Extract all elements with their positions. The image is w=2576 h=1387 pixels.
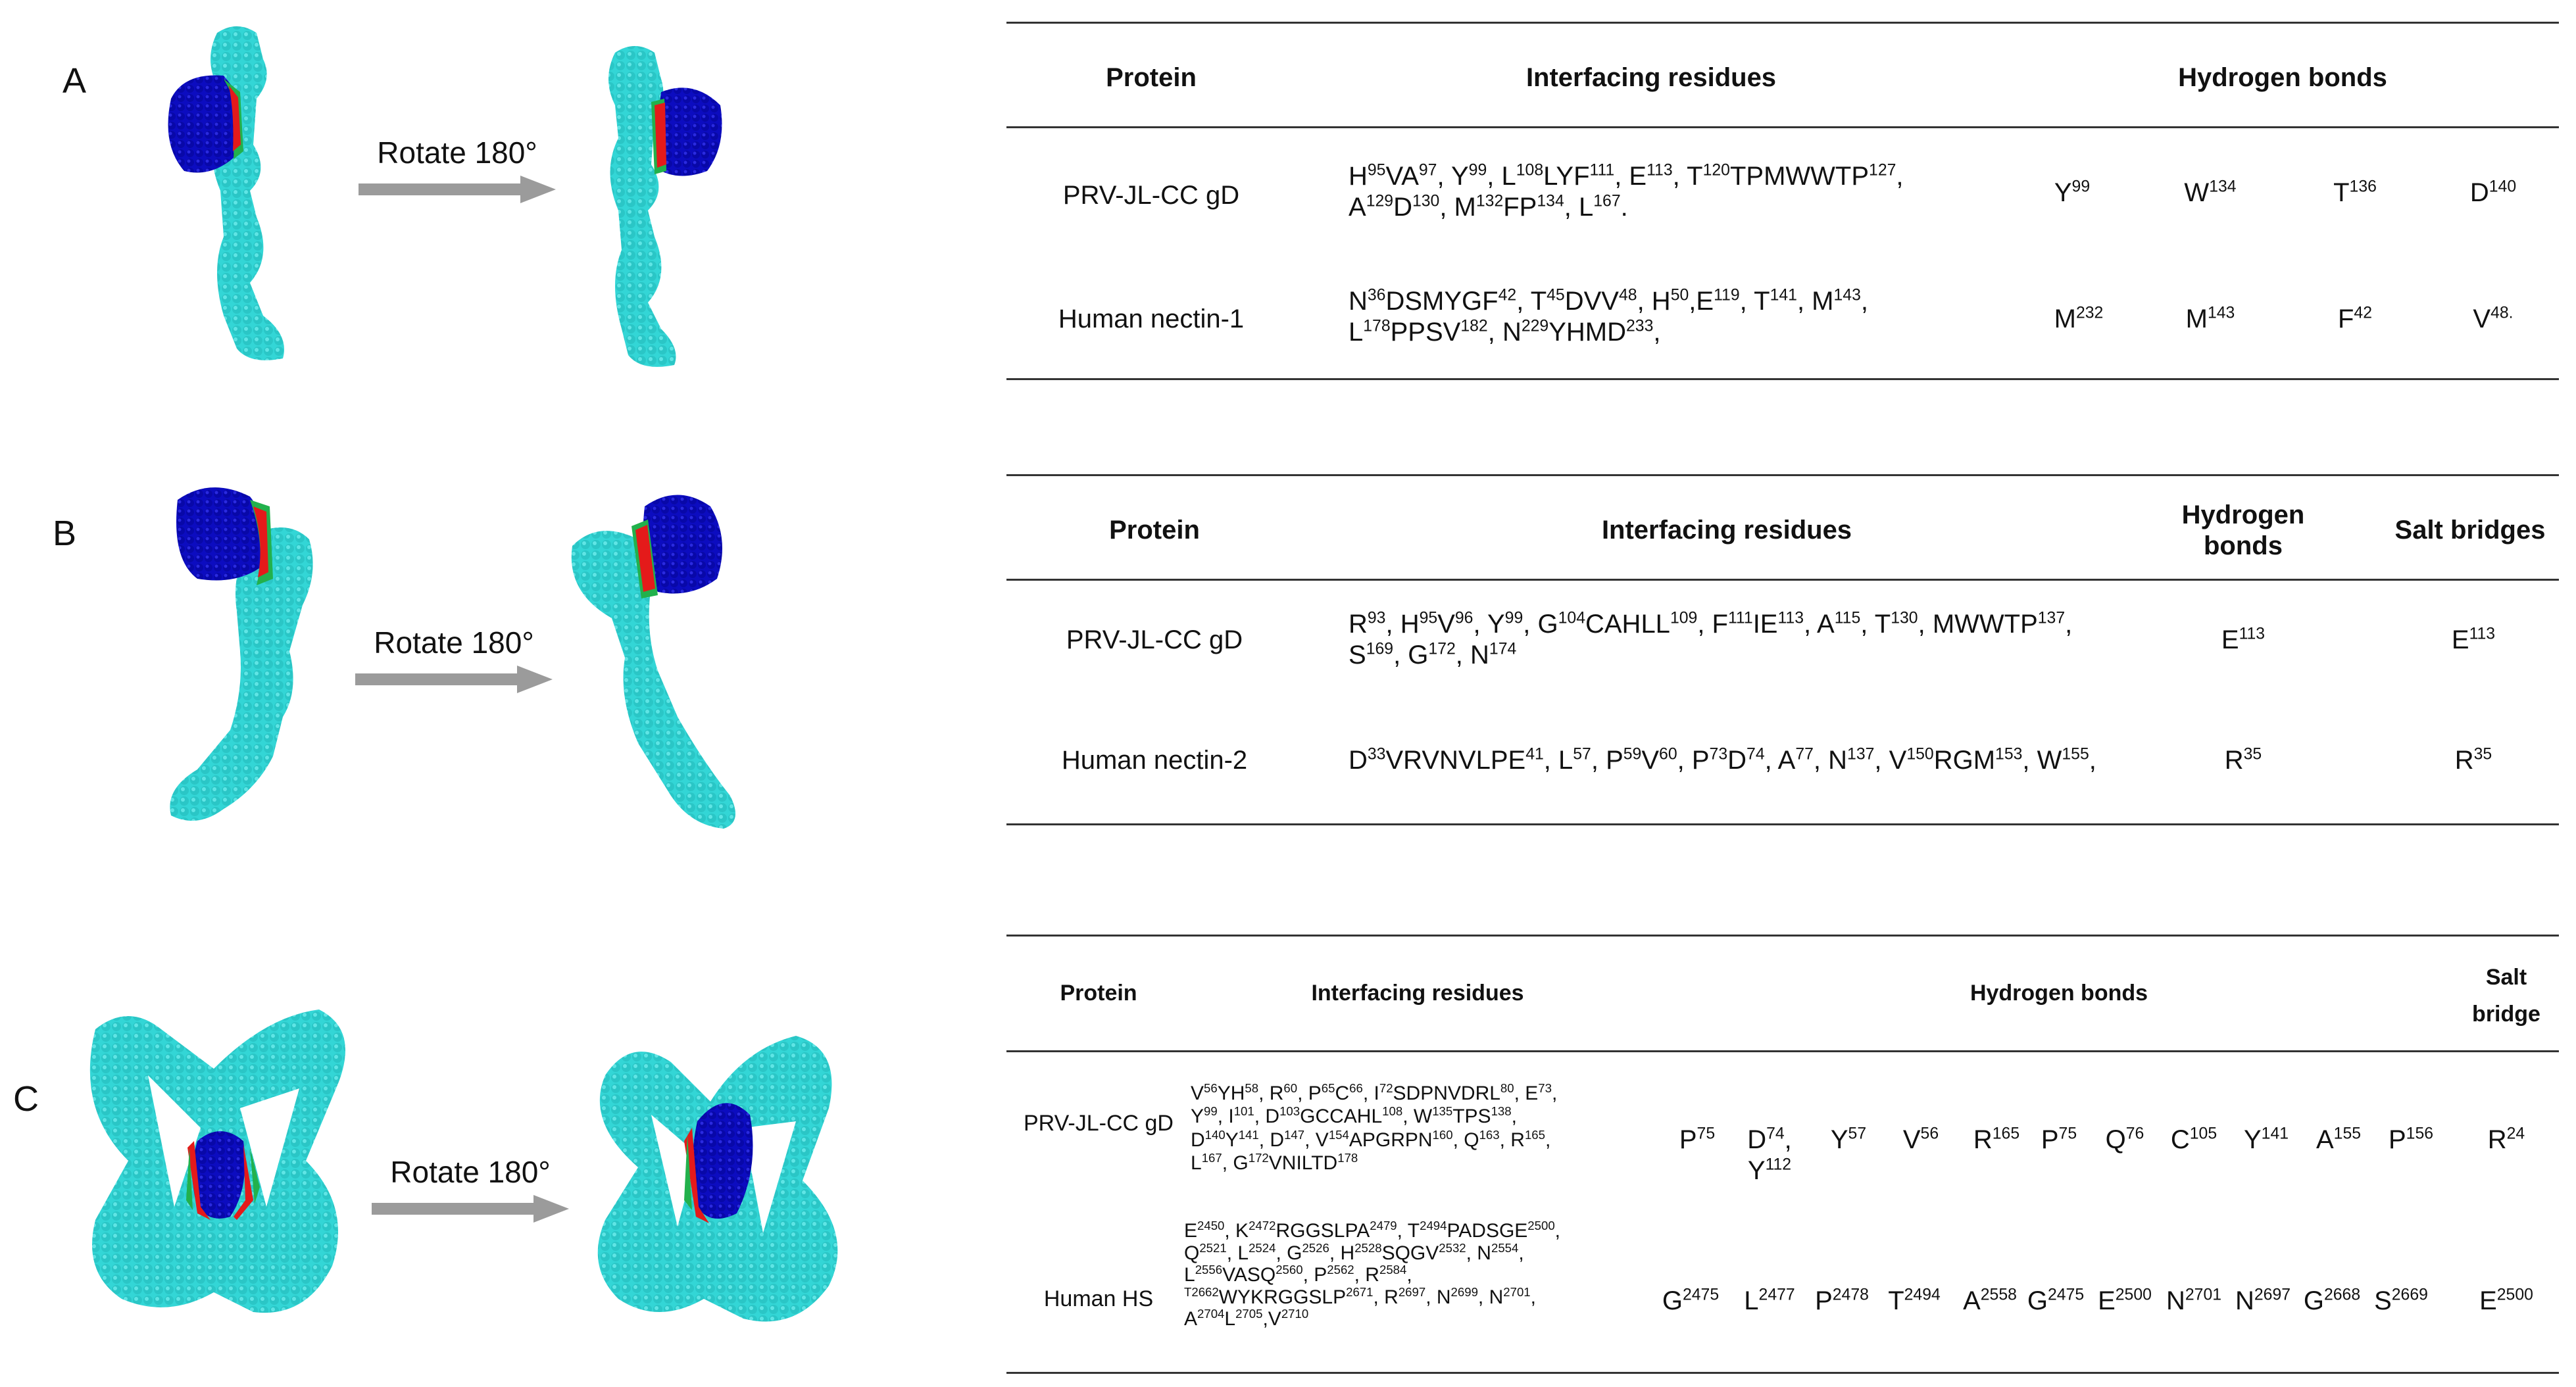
table-c-row2-hbond: $S^{2669}$ bbox=[2374, 1286, 2428, 1315]
table-b-row1-residues: $R^{93}$, $H^{95}V^{96}$, $Y^{99}$, $G^{104}CAHLL^{109}$, $F^{111}IE^{113}$, $A^{115}$, $T^{130}$, MWWTP$^{137}$, $S^{169}$, $G^{172}$, $N^{174}$ bbox=[1349, 609, 2073, 670]
table-c-row2-residues: $E^{2450}$, $K^{2472}RGGSLPA^{2479}$, $T^{2494}PADSGE^{2500}$, $Q^{2521}$, $L^{2524}$, $G^{2526}$, $H^{2528}SQGV^{2532}$, $N^{2554}$, $L^{2556}VASQ^{2560}$, $P^{2562}$, $R^{2584}$, $^{T2662}WYKRGGSLP^{2671}$, $R^{2697}$, $N^{2699}$, $N^{2701}$, $A^{2704}L^{2705},V^{2710}$ bbox=[1184, 1219, 1561, 1330]
table-c-header-protein: Protein bbox=[1060, 981, 1137, 1006]
table-c-row2-hbond: $N^{2701}$ bbox=[2166, 1286, 2222, 1315]
table-c-row1-salt: $R^{24}$ bbox=[2487, 1125, 2525, 1154]
table-b-row1-protein: PRV-JL-CC gD bbox=[1066, 625, 1243, 654]
table-c-row2-hbond: $G^{2475}$ bbox=[1662, 1286, 1720, 1315]
table-c-row2-hbond: $G^{2475}$ bbox=[2027, 1286, 2085, 1315]
table-c-row2-hbond: $G^{2668}$ bbox=[2303, 1286, 2361, 1315]
table-c-row2-protein: Human HS bbox=[1043, 1286, 1154, 1311]
rotate-label: Rotate 180° bbox=[390, 1155, 551, 1189]
table-b-row1-salt: $E^{113}$ bbox=[2451, 625, 2496, 654]
table-c-header-residues: Interfacing residues bbox=[1311, 981, 1524, 1006]
table-c-row2-salt: $E^{2500}$ bbox=[2479, 1286, 2533, 1315]
table-b-row1-hbond: $E^{113}$ bbox=[2221, 625, 2266, 654]
panel-c-rotate-arrow bbox=[372, 1154, 569, 1219]
table-c-row1-hbond: $D^{74}$, $Y^{112}$ bbox=[1747, 1125, 1792, 1186]
table-c-row1-hbond: $A^{155}$ bbox=[2316, 1125, 2362, 1154]
table-b-row2-residues: $D^{33}VRVNVLPE^{41}$, $L^{57}$, $P^{59}V^{60}$, $P^{73}D^{74}$, $A^{77}$, $N^{137}$, $V^{150}RGM^{153}$, $W^{155}$, bbox=[1349, 745, 2096, 775]
panel-a-rotate-arrow bbox=[359, 135, 556, 199]
table-a-row2-hbond: $M^{143}$ bbox=[2185, 304, 2235, 333]
panel-b-complex-back bbox=[559, 487, 756, 835]
table-a-row2-protein: Human nectin-1 bbox=[1058, 304, 1245, 333]
panel-b-letter: B bbox=[53, 514, 77, 553]
rotate-label: Rotate 180° bbox=[374, 625, 534, 660]
table-c-row2-hbond: $N^{2697}$ bbox=[2235, 1286, 2291, 1315]
table-a-row1-hbond: $D^{140}$ bbox=[2469, 178, 2517, 207]
table-a-row2-residues: $N^{36}DSMYGF^{42}$, $T^{45}DVV^{48}$, $H^{50},E^{119}$, $T^{141}$, $M^{143}$, $L^{178}PPSV^{182}$, $N^{229}YHMD^{233}$, bbox=[1349, 286, 1868, 347]
panel-b-rotate-arrow bbox=[355, 625, 553, 689]
table-c-header-hbonds: Hydrogen bonds bbox=[1969, 981, 2148, 1006]
panel-c-complex-back bbox=[579, 1010, 868, 1338]
table-a-row2-hbond: $M^{232}$ bbox=[2054, 304, 2104, 333]
table-c-row2-hbond: $P^{2478}$ bbox=[1815, 1286, 1869, 1315]
table-a-row1-protein: PRV-JL-CC gD bbox=[1062, 181, 1240, 210]
table-c-row2-hbond: $E^{2500}$ bbox=[2098, 1286, 2152, 1315]
table-c-row1-hbond: $P^{75}$ bbox=[2041, 1125, 2077, 1154]
table-c-row2-hbond: $T^{2494}$ bbox=[1888, 1286, 1941, 1315]
table-c-row1-hbond: $P^{75}$ bbox=[1679, 1125, 1716, 1154]
table-b-header-protein: Protein bbox=[1109, 516, 1200, 545]
table-c-row2-hbond: $A^{2558}$ bbox=[1963, 1286, 2017, 1315]
table-a-row1-hbond: $Y^{99}$ bbox=[2054, 178, 2091, 207]
table-a-row1-hbond: $T^{136}$ bbox=[2333, 178, 2377, 207]
table-b-header-hbonds: Hydrogen bonds bbox=[2181, 500, 2305, 561]
table-a-row1-residues: $H^{95}VA^{97}$, $Y^{99}$, $L^{108}LYF^{111}$, $E^{113}$, $T^{120}TPMWWTP^{127}$, $A^{129}D^{130}$, $M^{132}FP^{134}$, $L^{167}$. bbox=[1349, 161, 1904, 222]
table-a-header-protein: Protein bbox=[1106, 63, 1197, 92]
table-a-header-residues: Interfacing residues bbox=[1525, 63, 1777, 92]
table-c-row1-hbond: $V^{56}$ bbox=[1902, 1125, 1939, 1154]
table-b-row2-hbond: $R^{35}$ bbox=[2224, 745, 2262, 775]
panel-a-letter: A bbox=[62, 61, 87, 101]
panel-b-complex-front bbox=[158, 480, 355, 835]
table-c-row2-hbond: $L^{2477}$ bbox=[1744, 1286, 1795, 1315]
table-a-row2-hbond: $V^{48.}$ bbox=[2473, 304, 2514, 333]
table-c-row1-hbond: $Q^{76}$ bbox=[2105, 1125, 2144, 1154]
table-c-row1-hbond: $Y^{57}$ bbox=[1830, 1125, 1867, 1154]
table-b-header-salt: Salt bridges bbox=[2394, 516, 2546, 545]
table-b-header-residues: Interfacing residues bbox=[1601, 516, 1852, 545]
table-c-header-salt: Salt bridge bbox=[2472, 965, 2540, 1027]
panel-c-letter: C bbox=[13, 1079, 39, 1119]
table-c-row1-hbond: $R^{165}$ bbox=[1973, 1125, 2020, 1154]
table-a-row2-hbond: $F^{42}$ bbox=[2337, 304, 2373, 333]
panel-a-complex-front bbox=[158, 20, 329, 368]
table-b-row2-salt: $R^{35}$ bbox=[2454, 745, 2492, 775]
table-c-row1-hbond: $C^{105}$ bbox=[2170, 1125, 2217, 1154]
table-a-header-hbonds: Hydrogen bonds bbox=[2178, 63, 2387, 92]
table-b-row2-protein: Human nectin-2 bbox=[1061, 746, 1248, 775]
table-c-row1-residues: $V^{56}YH^{58}$, $R^{60}$, $P^{65}C^{66}$, $I^{72}SDPNVDRL^{80}$, $E^{73}$, $Y^{99}$, $I^{101}$, $D^{103}GCCAHL^{108}$, $W^{135}TPS^{138}$, $D^{140}Y^{141}$, $D^{147}$, $V^{154}APGRPN^{160}$, $Q^{163}$, $R^{165}$, $L^{167}$, $G^{172}VNILTD^{178}$ bbox=[1191, 1081, 1558, 1175]
rotate-label: Rotate 180° bbox=[377, 135, 537, 170]
table-c-row1-protein: PRV-JL-CC gD bbox=[1024, 1111, 1174, 1136]
panel-a-complex-back bbox=[562, 39, 733, 368]
table-c-row1-hbond: $P^{156}$ bbox=[2388, 1125, 2434, 1154]
table-a-row1-hbond: $W^{134}$ bbox=[2184, 178, 2237, 207]
panel-c-complex-front bbox=[69, 990, 365, 1332]
table-c-row1-hbond: $Y^{141}$ bbox=[2243, 1125, 2289, 1154]
